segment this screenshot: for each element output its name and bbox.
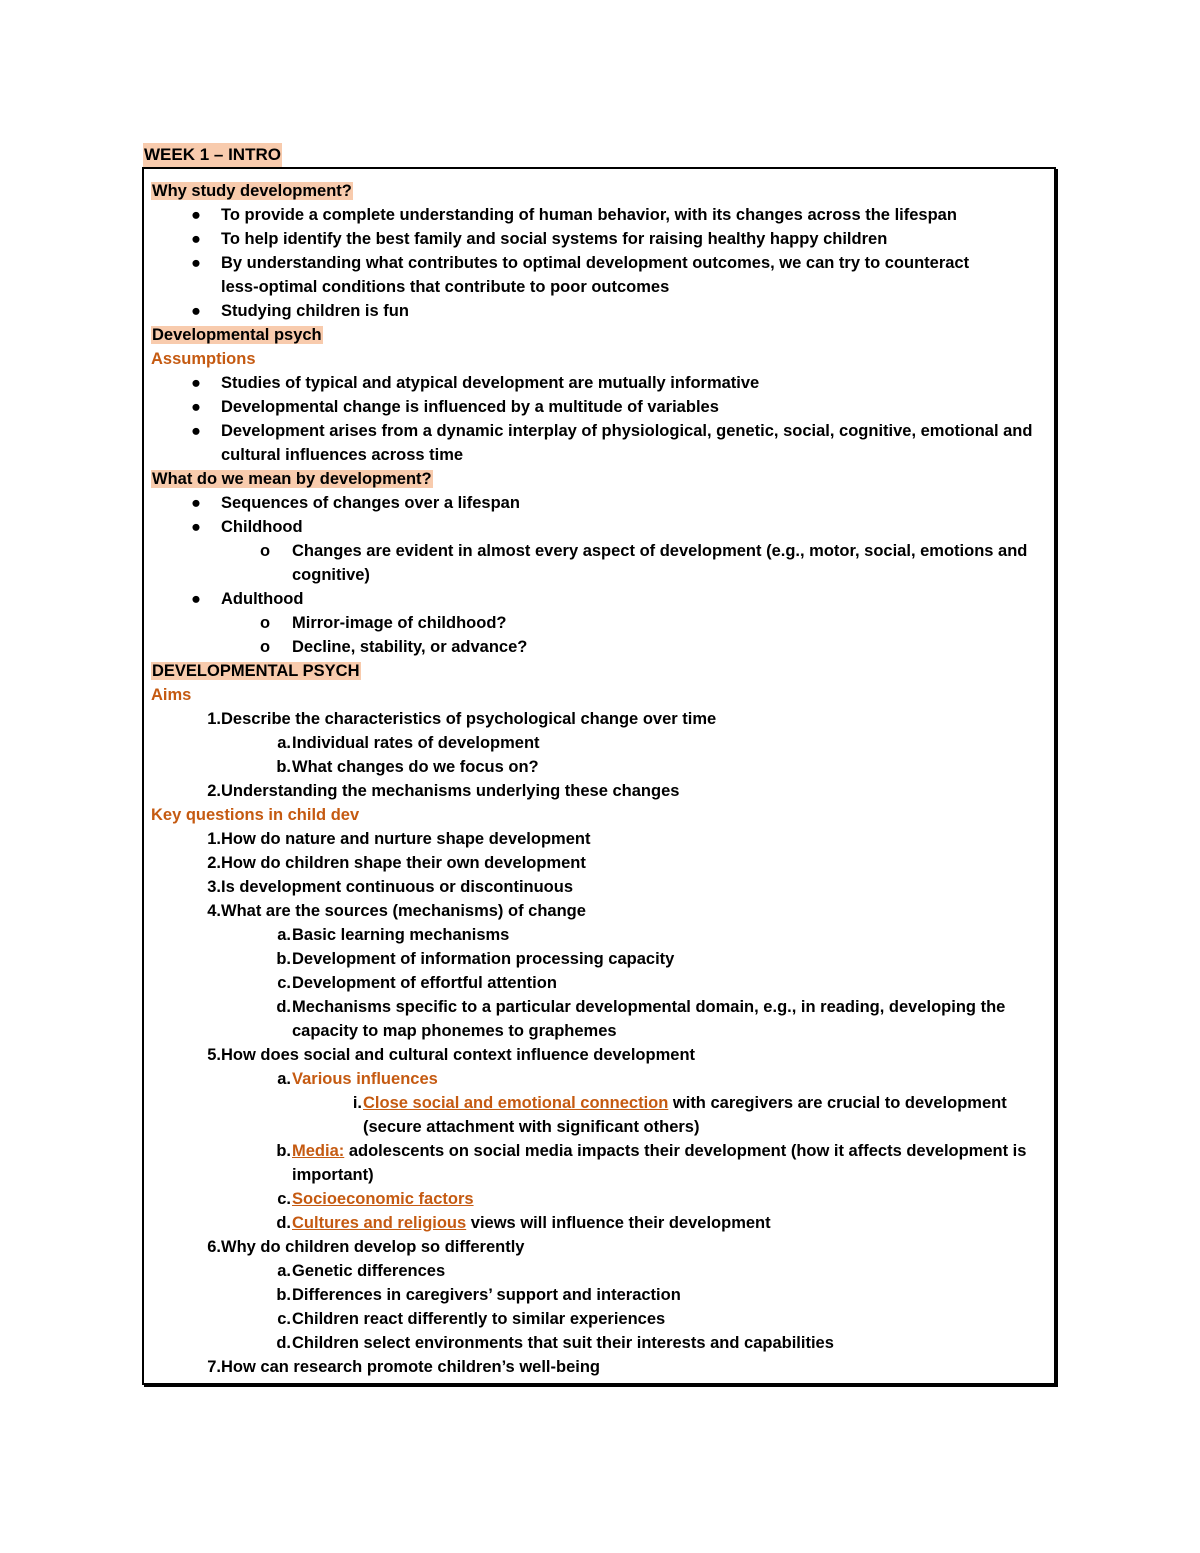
list-item: d. Mechanisms specific to a particular developmental domain, e.g., in reading, developing the	[276, 998, 1006, 1016]
circle-bullet-icon: o	[259, 638, 271, 656]
list-item-continuation: cognitive)	[292, 566, 370, 584]
list-item: 5. How does social and cultural context influence development	[207, 1046, 696, 1064]
list-item: b. Development of information processing capacity	[276, 950, 675, 968]
bullet-icon: ●	[191, 494, 201, 512]
list-item: ● Development arises from a dynamic interplay of physiological, genetic, social, cognitive, emotional and	[151, 419, 1046, 443]
list-item: d. Children select environments that suit their interests and capabilities	[276, 1334, 834, 1352]
list-item: b. Differences in caregivers’ support and interaction	[276, 1286, 681, 1304]
list-item: 1. How do nature and nurture shape development	[207, 830, 591, 848]
list-item: ● To provide a complete understanding of human behavior, with its changes across the lifespan	[151, 203, 1046, 227]
list-item: ● Sequences of changes over a lifespan	[151, 491, 1046, 515]
highlight-link: Socioeconomic factors	[292, 1190, 474, 1208]
bullet-icon: ●	[191, 590, 201, 608]
section-heading: Why study development?	[152, 182, 352, 200]
list-item: ● Studies of typical and atypical development are mutually informative	[151, 371, 1046, 395]
bullet-icon: ●	[191, 518, 201, 536]
list-item: 4. What are the sources (mechanisms) of change	[207, 902, 586, 920]
list-item: ● To help identify the best family and social systems for raising healthy happy children	[151, 227, 1046, 251]
circle-bullet-icon: o	[259, 542, 271, 560]
list-item: 1. Describe the characteristics of psychological change over time	[207, 710, 717, 728]
list-item: d. Cultures and religious views will influence their development	[276, 1214, 771, 1232]
list-item: i. Close social and emotional connection with caregivers are crucial to development	[352, 1094, 1007, 1112]
list-item: o Decline, stability, or advance?	[151, 635, 1046, 659]
list-item: 7. How can research promote children’s well-being	[207, 1358, 600, 1376]
list-item-continuation: capacity to map phonemes to graphemes	[292, 1022, 617, 1040]
list-item: b. Media: adolescents on social media impacts their development (how it affects development is	[276, 1142, 1027, 1160]
bullet-icon: ●	[191, 374, 201, 392]
list-item: c. Children react differently to similar experiences	[277, 1310, 666, 1328]
bullet-icon: ●	[191, 206, 201, 224]
bullet-icon: ●	[191, 422, 201, 440]
list-item: c. Socioeconomic factors	[277, 1190, 474, 1208]
bullet-icon: ●	[191, 398, 201, 416]
list-item: a. Individual rates of development	[277, 734, 540, 752]
subheading: Aims	[151, 686, 192, 704]
bullet-icon: ●	[191, 302, 201, 320]
list-item: ● Developmental change is influenced by a multitude of variables	[151, 395, 1046, 419]
list-item: 3. Is development continuous or discontinuous	[207, 878, 574, 896]
list-item-continuation: (secure attachment with significant others)	[363, 1118, 700, 1136]
section-heading: DEVELOPMENTAL PSYCH	[152, 662, 360, 680]
circle-bullet-icon: o	[259, 614, 271, 632]
list-item-continuation: important)	[292, 1166, 374, 1184]
list-item: ● By understanding what contributes to optimal development outcomes, we can try to counteract	[151, 251, 1046, 275]
bullet-icon: ●	[191, 230, 201, 248]
list-item: b. What changes do we focus on?	[276, 758, 539, 776]
list-item: ● Adulthood	[151, 587, 1046, 611]
list-item: a. Basic learning mechanisms	[277, 926, 510, 944]
list-item: a. Various influences	[277, 1070, 438, 1088]
section-heading: What do we mean by development?	[152, 470, 432, 488]
subheading: Key questions in child dev	[151, 806, 360, 824]
list-item: ● Studying children is fun	[151, 299, 1046, 323]
section-heading: Developmental psych	[152, 326, 322, 344]
list-item-continuation: less-optimal conditions that contribute to poor outcomes	[221, 278, 670, 296]
notes-content	[151, 179, 1046, 1379]
list-item-continuation: cultural influences across time	[221, 446, 464, 464]
list-item: 2. Understanding the mechanisms underlying these changes	[207, 782, 680, 800]
list-item: a. Genetic differences	[277, 1262, 446, 1280]
page-title: WEEK 1 – INTRO	[143, 143, 282, 167]
list-item: c. Development of effortful attention	[277, 974, 557, 992]
list-item: 6. Why do children develop so differently	[207, 1238, 525, 1256]
list-item: 2. How do children shape their own development	[207, 854, 586, 872]
subheading: Assumptions	[151, 350, 256, 368]
bullet-icon: ●	[191, 254, 201, 272]
highlight-link: Cultures and religious	[292, 1214, 467, 1232]
highlight-link: Close social and emotional connection	[363, 1094, 669, 1112]
list-item: o Changes are evident in almost every aspect of development (e.g., motor, social, emotions and	[151, 539, 1046, 563]
list-item: o Mirror-image of childhood?	[151, 611, 1046, 635]
list-item: ● Childhood	[151, 515, 1046, 539]
highlight-link: Media:	[292, 1142, 345, 1160]
